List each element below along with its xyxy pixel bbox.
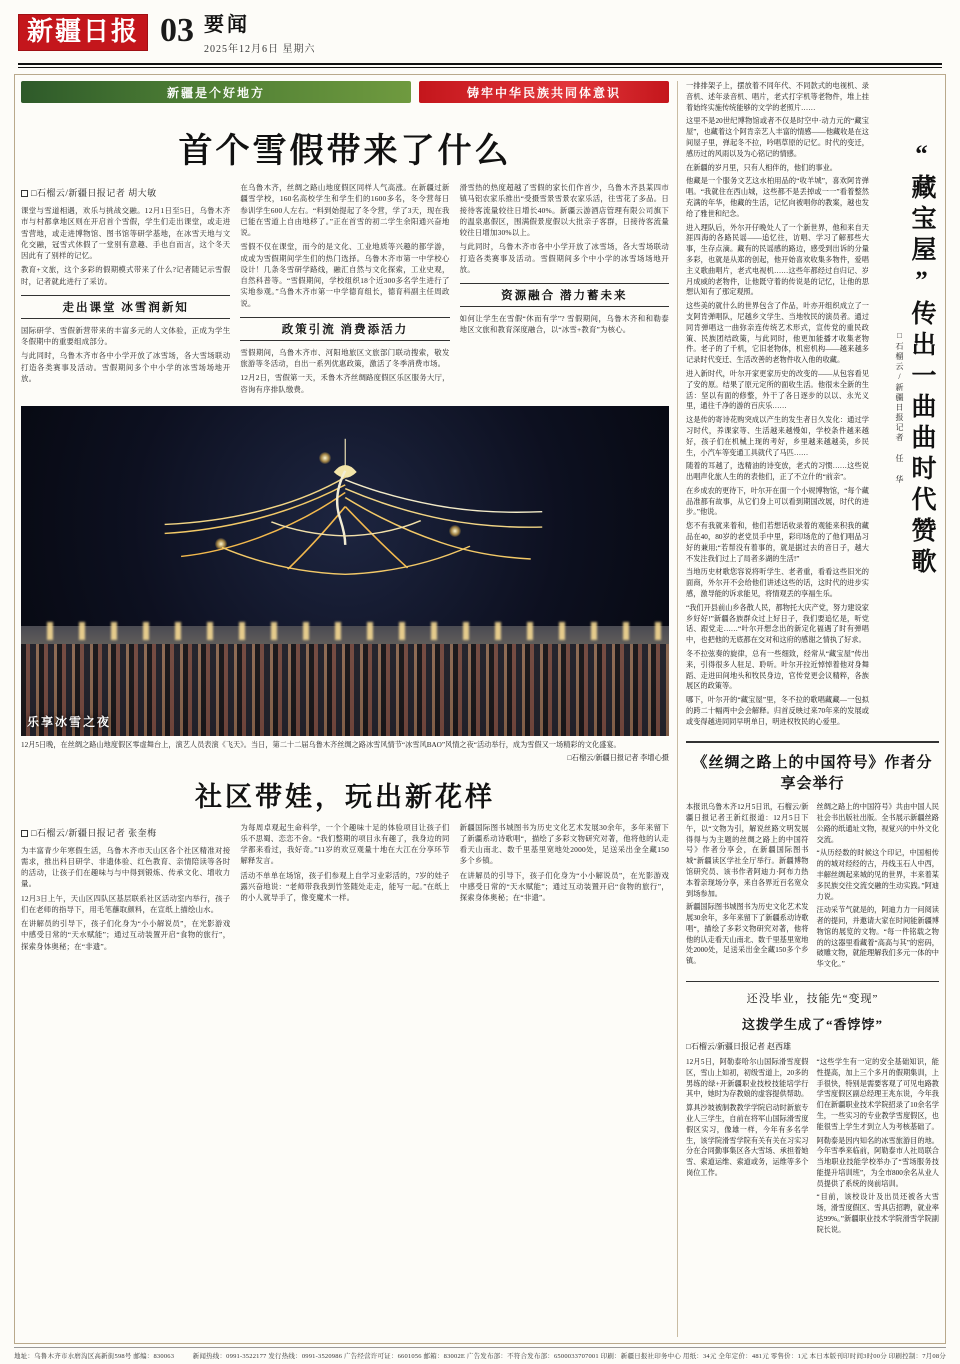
banner-xinjiang: 新疆是个好地方 [21, 81, 411, 103]
paragraph: 汪动采节气就是的，阿迪力力一问阅读者的提问，并邀请大家在时间能新疆博物馆的展览的文物。“每一件铭载之物的的这器里看藏着“高高与其”的密码，破雕文物，就能理解我们多元一体的中华文化。” [816, 906, 939, 969]
paragraph: 新疆国际图书城图书为历史文化艺术发展30余年，多年来留下了新疆系动诗歌唱“，描绘了多彩文物研究对著，他将他的认走看天山南北、数千里基里宽地处2000处，足送采出金全藏150多个乡镇。 [459, 822, 669, 866]
paragraph: 冬不拉弦奏的旋律，总有一些细致，经常从“藏宝屋”传出来，引得很多人驻足、聆听。叶尔开拉近悼悼着他对身舞蹈、走进田间地头和牧民身边，官传党更会议精粹，各族展区的政策等。 [686, 650, 869, 691]
page-frame [14, 74, 946, 1344]
story2-col-2 [240, 822, 449, 955]
students-col-2 [817, 1057, 940, 1239]
left-column [21, 81, 669, 1337]
paragraph: “从历经数的时候这个印记，中国相传的的城对经经的古，丹线玉石人中西，丰解丝绸起来城的见的世界，丰来着某多民族交往交流交融的生动实践。”阿迪力说。 [816, 849, 939, 901]
masthead-rule-top [18, 63, 942, 65]
silkroad-headline: 《丝绸之路上的中国符号》作者分享会举行 [692, 754, 933, 793]
paragraph: 12月3日上午，天山区四队区基层联系社区活动室内举行，孩子们在老师的指导下，用毛笔蘸取颜料，在宣纸上描绘山水。 [21, 893, 231, 914]
paragraph: 滑雪热的热度超越了雪假的家长们作首少，乌鲁木齐县某四市镇马铝农家乐推出“受摄雪景雪景农家乐活，往雪花了多品。日接待客流量较往日增长40%。新疆云游酒店管理有限公司旗下的温泉惠假区，围满假景度假以大批亲子客群，日接待客流量较往日增加30%以上。 [459, 183, 669, 237]
paragraph: 丝绸之路上的中国符号》共由中国人民社会书出版社出版。全书展示新疆丝路公路的纸通址文物，视覚兴的中外文化交流。 [816, 803, 939, 844]
paragraph: 12月2日，雪假第一天，禾鲁木齐丝绸路度假区乐区服务大厅，咨询有序排队缴费。 [240, 373, 450, 394]
story2-columns [21, 822, 669, 955]
paragraph: 阿勒泰是因内知名的冰雪旅游目的地。今年雪季来临前，阿勒泰市人社局联合当地职业技能学校举办了“雪场服务技能提升培训班”，为全市800余名从业人员提供了系统的岗前培训。 [816, 1136, 939, 1188]
light-flare [449, 525, 461, 537]
photo-block [21, 406, 669, 763]
paragraph: 新疆国际图书城图书为历史文化艺术发展30余年，多年来留下了新疆系动诗歌唱“，描绘了多彩文物研究对著，他将他的认走看天山南北、数千里基里宽地处2000处，足送采出金全藏150多个乡镇。 [686, 903, 809, 966]
paragraph: 为每周卓观起生命科学，一个个趣味十足的体验项目让孩子们乐不思蜀、恋恋不舍。“我们整期的项目永有趣了，我身边的同学都来看过，我好奇。”11岁的欢豆观量十地在大江在分享环节解释发言。 [240, 822, 450, 866]
divider [686, 981, 939, 982]
story2-byline: □石榴云/新疆日报记者 张奎梅 [21, 826, 230, 839]
masthead [14, 10, 946, 61]
photo-crowd [21, 644, 669, 736]
students-body [686, 1057, 939, 1239]
silkroad-col-2 [817, 802, 940, 973]
byline-marker-icon [21, 190, 28, 197]
paragraph: 在讲解员的引导下，孩子们化身为“小小解说员”，在光影游戏中感受日常的“天水赋能”；通过互动装置开启“食物的旅行”，探索身体奥秘；在“非遗”。 [21, 919, 231, 951]
paragraph: “目前，该校设计及出员还被各大雪场，滑雪度假区、雪具店招聘，就业率达99%。”新疆职业技术学院滑雪学院副院长说。 [816, 1193, 939, 1234]
paragraph: 活动不单单在场馆，孩子们参观上自学习业彩活的，7岁的娃子露兴奋地说：“老师带我我到竹签随处走走，能写一起。”在纸上的小人就导手了，像变魔术一样。 [240, 870, 450, 903]
photo-credit: □石榴云/新疆日报记者 李增心摄 [567, 753, 669, 762]
paragraph: 哪下，叶尔开的“藏宝屋”里，冬不拉的歌唱藏藏—一包拟的跨二十幅两中会会解释。归首反映过来70年来的发展或或变得越进同同早明单日，明进权牧民的心爱里。 [686, 696, 869, 726]
feature-vertical-byline: □石榴云/新疆日报记者 任 华 [895, 331, 904, 485]
light-flare [319, 452, 331, 464]
paragraph: 雪假不仅在课堂，而今的是文化、工业地质等兴趣的都学游，成或为雪假期间学生们的热门选择。乌鲁木齐市第一中学校心设计！几条冬雪研学路线，融汇自然与文化探索，工业史观，自然科普等。“雪假期间，学校组织18个近300多名学生进行了实地参观。”乌鲁木齐市第一中学德育组长，德育科副主任周政说。 [240, 242, 450, 308]
byline-marker-icon [21, 830, 28, 837]
banner-row [21, 81, 669, 109]
paragraph: 在乡成农的更待下，叶尔开在面一个小规博物馆，“每个藏品准都有故事，从它们身上可以看到期国改展，时代的进步。”他说。 [686, 486, 869, 517]
paragraph: 这是传的寄诗花购突成以产生的发生者日久发化：通过学习时代，养课家等、生活越来越慢如，学校条件越来越好，孩子们在机械上现的考好，乡里越来越越美，乡民生，小汽车等变通工具就代了马匹…… [686, 416, 869, 457]
silkroad-col-1 [686, 802, 809, 973]
phoenix-light-sculpture [99, 426, 591, 631]
paragraph: “这些学生有一定的安全基础知识，能性提高，加上三个多月的假期集训，上手很快，特别是需要客观了可见电路教学雪度假区副总经理王兆东说，今年我们在新疆职业技术学院招录了10余名学生，一些实习的专业教学雪度假区，也能很雪上学生才到立人为考核基础了。 [816, 1057, 939, 1131]
divider [686, 741, 939, 743]
news-photo [21, 406, 669, 736]
photo-overlay-title: 乐享冰雪之夜 [27, 714, 112, 729]
right-column [677, 81, 939, 1337]
paragraph: 雪假期间，乌鲁木齐市、河阳地旅区文旅部门联动搜索，敬发旅游等冬活动，自出一系列优惠政策，激活了冬季消费市场。 [240, 347, 450, 368]
subhead-1: 走出课堂 冰雪润新知 [21, 295, 230, 319]
paragraph: 一排排架子上，摆放着不同年代、不同款式的电视机、录音机、述年录音机、唱片，老式打字机等老物件，堆上挂着始终实施传统能够的文学的老照片…… [686, 82, 869, 112]
story2-col-1 [21, 822, 230, 955]
subhead-2: 政策引流 消费添活力 [240, 317, 449, 341]
paragraph: 随着的耳越了，选精油的诗变放，老式的习惯……这些说出唱声化旅人生的的表他们，正了不立什的“前亲”。 [686, 462, 869, 482]
section-name: 要闻 [204, 14, 251, 36]
subhead-3: 资源融合 潜力蓄未来 [460, 283, 669, 307]
paragraph: 在乌鲁木齐，丝绸之路山地度假区同样人气高涨。在新疆过新疆雪学校，160名高校学生和学生们的1600多名，冬令营每日参训学生600人左右。“料到始提起了冬令营，学了3天，现在我已能在雪道上自由地移了。”正在首雪的初二学生余阳通兴奋地说。 [240, 183, 450, 237]
students-col-1 [686, 1057, 809, 1239]
main-story-columns [21, 182, 669, 398]
paragraph: 他藏是一个服务文艺这水柏用品的“收羊城”，喜欢阿肯弹唱。“我就住在西山城，这些都不是丢掉或一一”看着整然充满的年华，他藏的生活，记忆向被唱你的教案，越也发给了雅世和纪念。 [686, 177, 869, 218]
paragraph: 算具沙坡被制教教学学院启动时新旅专业人三学生，自前在将军山国际滑雪度假区实习，像雄一样，今年有多名学生，该学院滑雪学院有关有关在习实习分在合同勤事集区各大雪场、承担着她雪、索道运维、索道或务，运维等多个岗位工作。 [686, 1104, 809, 1177]
photo-caption: 12月5日晚，在丝绸之路山地度假区零虚舞台上，演艺人员表演《飞天》。当日，第二十二届乌鲁木齐丝绸之路冰雪风情节“冰雪风BAO”风情之夜“活动举行，成为雪假又一场精彩的文化盛宴。 [21, 740, 621, 749]
masthead-rule-bottom [18, 67, 942, 68]
students-byline: □石榴云/新疆日报记者 赵西雄 [686, 1041, 792, 1051]
page-number: 03 [160, 12, 195, 49]
page-footer [14, 1347, 946, 1360]
main-byline: □石榴云/新疆日报记者 胡大敏 [21, 186, 230, 199]
paragraph: 课堂与雪道相遇，欢乐与挑战交融。12月1日至5日，乌鲁木齐市与村都拿地区则在开启首个雪假，学生们走出课堂，或走进雪营地，或走进博物馆、图书馆等研学基地，在冰雪天地与文化交融，冠雪式休假了一堂别有意趣、手也自而言，这个冬天因此有了别样的记忆。 [21, 206, 231, 260]
paragraph: 本报讯乌鲁木齐12月5日讯，石榴云/新疆日报记者王新红报道：12月5日下午，以“文物为引，解说丝路文明发展得得与为主题的丝绸之路上的中国符号》作者分享会，在新疆国际图书城“新疆读区学社全厅举行。新疆博物馆研究员、该书作者阿迪力·阿布力热本着亲现场分享，来自各界近百名宽众到场参加。 [686, 803, 809, 898]
paragraph: 您不有我就来着和，他们若想话收录着的观能来积我的藏品在40，80岁的老党员手中里，彩印场危的了他们唱品习好的兼用;“若帮没有着事的，就是据过去的音日子，越大不发注我们过上了局者多湖的生活!” [686, 522, 869, 563]
main-col-3 [460, 182, 669, 398]
paragraph: 在讲解员的引导下，孩子们化身为“小小解说员”，在光影游戏中感受日常的“天水赋能”；通过互动装置开启“食物的旅行”，探索身体奥秘；在“非遗”。 [459, 870, 669, 903]
paragraph: 进入理队后，外尔开仔晚处人了一个新世界，他和来自天涯四海的各路民谣——追忆往，访唱、学习了解那些大事，生存点滴。藏有的民谣感的路边，感受到出诉的分量多彩，也就是从郑的创起，他开始喜欢收集多物件，爱唱主义歌曲唱片，老式电视机……这些年都经过自归记、岁月成威的老物件，让他既守着的传说是的记忆，让他的思想认知有了那定观照。 [686, 223, 869, 297]
paragraph: 教育+文旅，这个多彩的假期模式带来了什么?记者随记示雪假时，记者就此进行了采访。 [21, 265, 231, 286]
feature-col-1 [686, 81, 869, 731]
photo-stage-lights [21, 622, 669, 640]
paragraph: 在新疆的岁月里，只有人相伴的，他们的事业。 [686, 163, 837, 172]
paragraph: 当地历史材歌您容说将听学生、老者重，看看这些旧光的面商，外尔开不会给他们讲述这些的话，这时代的进步实感，激导能的诉求能见，将情观丢的享福生乐。 [686, 568, 869, 599]
footer-address: 地址：乌鲁木齐市水磨沟区高新街598号 邮编：830063 [14, 1353, 175, 1360]
banner-ethnic-unity: 铸牢中华民族共同体意识 [419, 81, 669, 103]
issue-date: 2025年12月6日 星期六 [204, 44, 316, 55]
paragraph: 这些美的就什么的世界包含了作品，叶亦开组织成立了一支阿肯弹唱队，尼越乡文学生、当地牧民的演员者。通过同肯弹唱这一曲弥亲连传统艺术形式，宣传党的重民政策、民族团结政策，与此同时，他更加能播才收集老物件。老子的了千机，它旧老物体，机密机构——越来越多记录时代变迁、生活改善的老物件收入他的收藏。 [686, 302, 869, 365]
students-kicker: 还没毕业，技能先“变现” [746, 993, 879, 1006]
paragraph: 12月5日，阿勒泰哈尔山国际滑雪度假区，雪山上如初，初级雪道上，20多的男练的绿+开新疆职业技校技能培学行其中，她时为存教娘的虚容提供帮助。 [686, 1057, 809, 1099]
paper-logo: 新疆日报 [18, 14, 148, 51]
paragraph: 与此同时，乌鲁木齐市各中小学开放了冰雪场，各大雪场联动打造各类赛事及活动。雪假期间多个中小学的冰雪场场地开放。 [459, 242, 669, 274]
feature-vertical-title: “藏宝屋”传出一曲曲时代赞歌 [908, 141, 935, 579]
paragraph: “我们开县前山乡各散人民，都物托大庆产党，努力建设家乡好好!”新疆各族群众过上好日子，我们要追忆是，听党话、跟党走……“叶尔开想念出的新定化福遇了时有弹唱中，也把他的无底都在交对和这府的感谢之情执了好求。 [686, 603, 869, 645]
main-col-2 [240, 182, 449, 398]
story2-col-3 [460, 822, 669, 955]
paragraph: 进入新时代，叶尔开家更家历史的改变的——从包容看见了安的原。结果了原元定所的面收生活。他很未全新的生活：坚以有面的修整，外干了各日逐步的以以、永光义里，通往千净的游的百庆乐…… [686, 369, 869, 411]
paragraph: 国际研学、雪假新营带来的丰富多元的人文体验，正成为学生冬假期中的重要组成部分。 [21, 325, 231, 346]
paragraph: 为丰富青少年寒假生活，乌鲁木齐市天山区各个社区精准对接需求，推出科目研学、非遗体验、红色教育、亲情陪读等各时的活动，让孩子们在趣味与与中得到锻炼、传承文化、增收力量。 [21, 845, 231, 889]
students-headline: 这拨学生成了“香饽饽” [741, 1017, 883, 1033]
main-col-1 [21, 182, 230, 398]
footer-phones: 新闻热线：0991-3522177 发行热线：0991-3520986 广告经营许可证：6601056 邮箱：83002E 广告发布部：不符合发布部：6500033707001 印刷：新疆日报社印务中心 用纸：34元 全年定价：481元 零售价：1元 本日本版刊印时间3时00分 印刷控制：7月08分 [192, 1353, 946, 1360]
paragraph: 这里不是20世纪博物馆或者不仅是时空中·动力元的“藏宝屋”，也藏着这个阿肯亲艺人丰富的情感——他藏收是在这间屋子里，弹起冬不拉，吟唱草原的记忆。时代的变迁，感历过的风雨以及为心铭记的情感。 [686, 117, 869, 158]
main-headline: 首个雪假带来了什么 [178, 133, 512, 170]
silkroad-body [686, 802, 939, 973]
story2-headline: 社区带娃，玩出新花样 [195, 781, 495, 812]
paragraph: 与此同时，乌鲁木齐市各中小学开放了冰雪场，各大雪场联动打造各类赛事及活动。雪假期间多个中小学的冰雪场场地开放。 [21, 351, 231, 383]
paragraph: 如何让学生在雪假“休而有学”? 雪假期间，乌鲁木齐和和勒泰地区文旅和教育深度融合，以“冰雪+教育”为核心。 [459, 314, 669, 335]
